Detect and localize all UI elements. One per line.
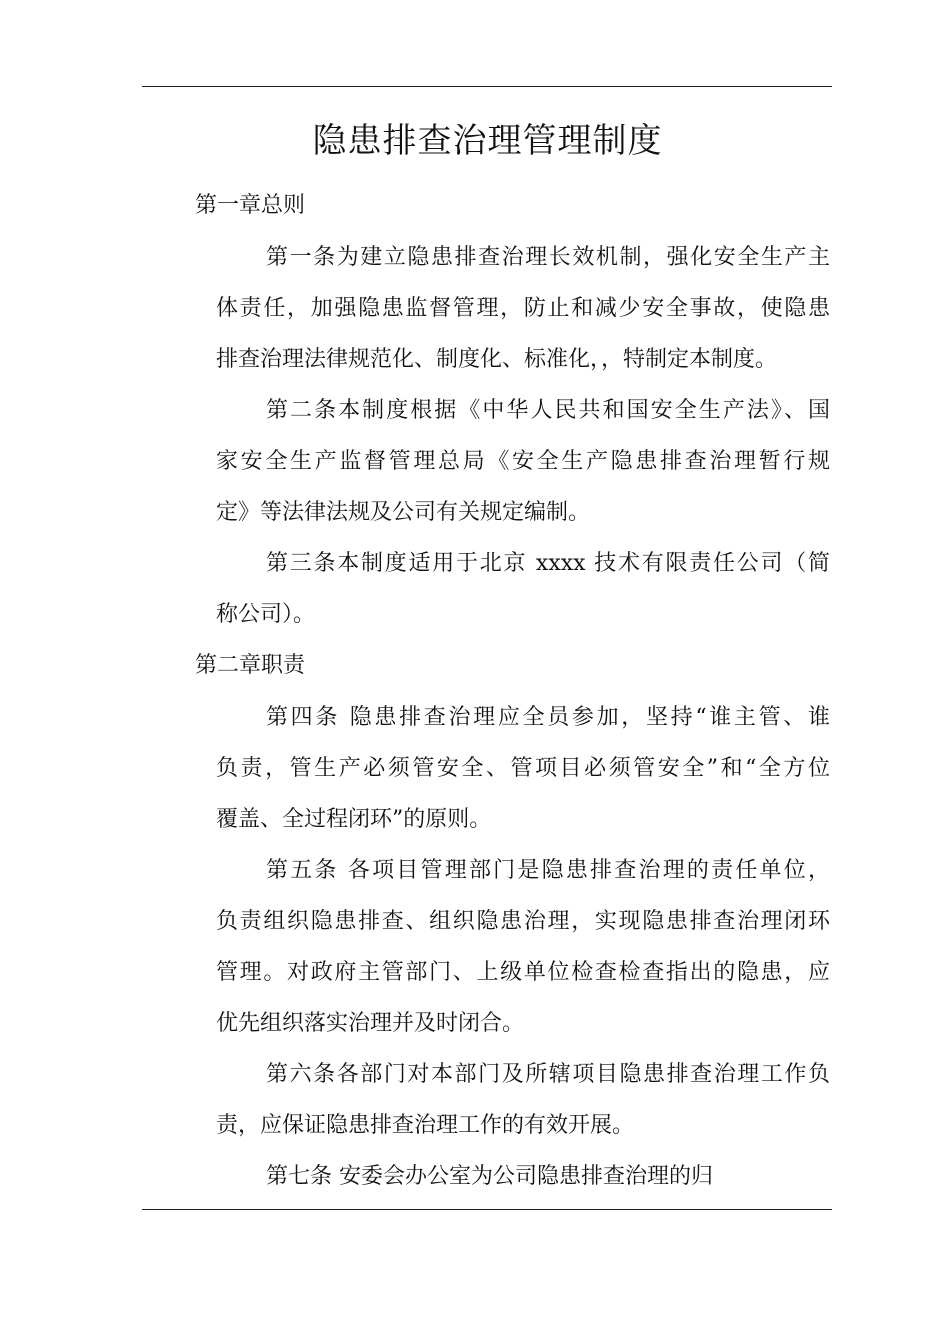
document-title: 隐患排查治理管理制度: [312, 121, 663, 161]
paragraph-line: 管理。对政府主管部门、上级单位检查检查指出的隐患，应: [216, 960, 830, 985]
paragraph-line: 排查治理法律规范化、制度化、标准化，，特制定本制度。: [216, 347, 778, 372]
chapter-heading: 第二章职责: [195, 653, 306, 678]
paragraph-line: 第七条 安委会办公室为公司隐患排查治理的归: [266, 1164, 713, 1189]
paragraph-line: 负责组织隐患排查、组织隐患治理，实现隐患排查治理闭环: [216, 909, 830, 934]
paragraph-line: 覆盖、全过程闭环”的原则。: [216, 807, 492, 832]
article-6: [216, 1049, 830, 1151]
article-5: [216, 845, 830, 1049]
paragraph-line: 体责任，加强隐患监督管理，防止和减少安全事故，使隐患: [216, 296, 830, 321]
paragraph-line: 第六条各部门对本部门及所辖项目隐患排查治理工作负: [266, 1062, 830, 1087]
chapter-heading: 第一章总则: [195, 193, 306, 218]
paragraph-line: 称公司）。: [216, 602, 316, 627]
article-1: [216, 232, 830, 385]
article-7: [216, 1151, 830, 1202]
paragraph-line: 第四条 隐患排查治理应全员参加，坚持“谁主管、谁: [266, 705, 830, 730]
paragraph-line: 第五条 各项目管理部门是隐患排查治理的责任单位，: [266, 858, 830, 883]
article-4: [216, 692, 830, 845]
paragraph-line: 家安全生产监督管理总局《安全生产隐患排查治理暂行规: [216, 449, 830, 474]
paragraph-line: 第三条本制度适用于北京 xxxx 技术有限责任公司（简: [266, 551, 830, 576]
article-2: [216, 385, 830, 538]
paragraph-line: 定》等法律法规及公司有关规定编制。: [216, 500, 591, 525]
paragraph-line: 第二条本制度根据《中华人民共和国安全生产法》、国: [266, 398, 830, 423]
document-body: [195, 180, 835, 1202]
paragraph-line: 第一条为建立隐患排查治理长效机制，强化安全生产主: [266, 245, 830, 270]
paragraph-line: 负责，管生产必须管安全、管项目必须管安全”和“全方位: [216, 756, 830, 781]
paragraph-line: 优先组织落实治理并及时闭合。: [216, 1011, 525, 1036]
header-rule: [142, 86, 832, 87]
article-3: [216, 538, 830, 640]
footer-rule: [142, 1209, 832, 1210]
paragraph-line: 责，应保证隐患排查治理工作的有效开展。: [216, 1113, 635, 1138]
